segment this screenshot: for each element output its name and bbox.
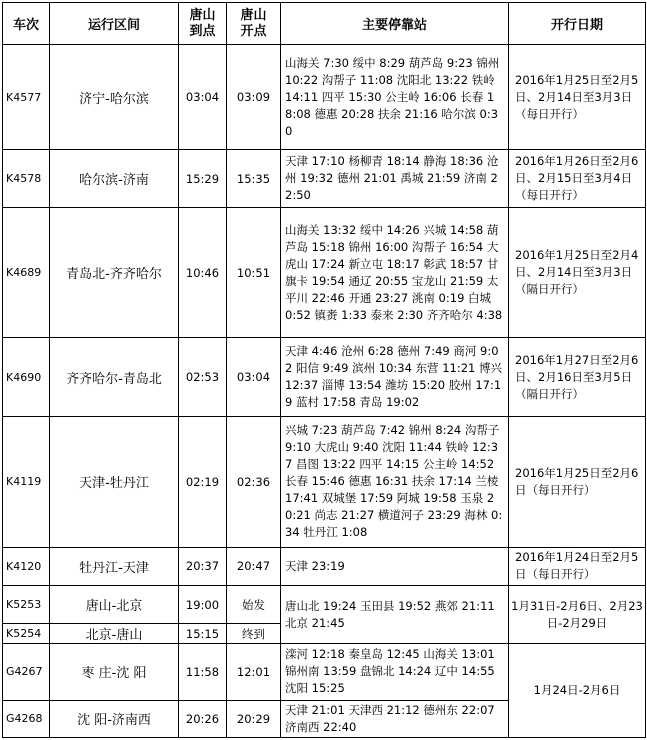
table-row bbox=[3, 547, 646, 585]
arrive-time: 10:46 bbox=[179, 208, 227, 338]
route: 济宁-哈尔滨 bbox=[50, 45, 179, 150]
depart-time: 10:51 bbox=[227, 208, 281, 338]
run-dates: 2016年1月27日至2月6日、2月16日至3月5日（隔日开行） bbox=[509, 338, 646, 417]
header-depart: 唐山 开点 bbox=[227, 3, 281, 45]
run-dates: 2016年1月25日至2月5日、2月14日至3月3日（每日开行） bbox=[509, 45, 646, 150]
run-dates: 1月24日-2月6日 bbox=[509, 644, 646, 738]
arrive-time: 02:53 bbox=[179, 338, 227, 417]
table-row bbox=[3, 585, 646, 623]
run-dates: 2016年1月25日至2月4日、2月14日至3月3日（隔日开行） bbox=[509, 208, 646, 338]
depart-time: 终到 bbox=[227, 624, 281, 644]
run-dates: 2016年1月24日至2月5日（每日开行） bbox=[509, 547, 646, 585]
route: 青岛北-齐齐哈尔 bbox=[50, 208, 179, 338]
header-row bbox=[3, 3, 646, 45]
stops: 兴城 7:23 葫芦岛 7:42 锦州 8:24 沟帮子 9:10 大虎山 9:40 沈阳 11:44 铁岭 12:37 昌图 13:22 四平 14:15 公主岭 14:52 长春 15:46 德惠 16:31 扶余 17:14 兰棱 17:41 双城堡 17:59 阿城 19:58 玉泉 20:21 尚志 21:27 横道河子 23:29 海林 0:34 牡丹江 1:08 bbox=[281, 416, 509, 547]
stops: 天津 23:19 bbox=[281, 547, 509, 585]
header-dates: 开行日期 bbox=[509, 3, 646, 45]
header-arrive: 唐山 到点 bbox=[179, 3, 227, 45]
table-row bbox=[3, 149, 646, 207]
train-no: K4120 bbox=[3, 547, 50, 585]
arrive-time: 11:58 bbox=[179, 644, 227, 700]
train-no: K4689 bbox=[3, 208, 50, 338]
arrive-time: 03:04 bbox=[179, 45, 227, 150]
stops: 唐山北 19:24 玉田县 19:52 燕郊 21:11 北京 21:45 bbox=[281, 585, 509, 643]
depart-time: 20:47 bbox=[227, 547, 281, 585]
train-no: K4578 bbox=[3, 149, 50, 207]
table-row bbox=[3, 416, 646, 547]
table-row bbox=[3, 644, 646, 700]
route: 沈 阳-济南西 bbox=[50, 700, 179, 737]
stops: 山海关 13:32 绥中 14:26 兴城 14:58 葫芦岛 15:18 锦州 16:00 沟帮子 16:54 大虎山 17:24 新立屯 18:17 彰武 18:57 甘旗卡 19:54 通辽 20:55 宝龙山 21:59 太平川 22:46 开通 23:27 洮南 0:19 白城 0:52 镇赉 1:33 泰来 2:30 齐齐哈尔 4:38 bbox=[281, 208, 509, 338]
header-train-no: 车次 bbox=[3, 3, 50, 45]
run-dates: 1月31日-2月6日、2月23日-2月29日 bbox=[509, 585, 646, 643]
route: 枣 庄-沈 阳 bbox=[50, 644, 179, 700]
depart-time: 03:04 bbox=[227, 338, 281, 417]
arrive-time: 20:26 bbox=[179, 700, 227, 737]
depart-time: 12:01 bbox=[227, 644, 281, 700]
arrive-time: 15:15 bbox=[179, 624, 227, 644]
train-no: K5254 bbox=[3, 624, 50, 644]
train-no: K4690 bbox=[3, 338, 50, 417]
route: 唐山-北京 bbox=[50, 585, 179, 623]
depart-time: 始发 bbox=[227, 585, 281, 623]
depart-time: 03:09 bbox=[227, 45, 281, 150]
run-dates: 2016年1月26日至2月6日、2月15日至3月4日（每日开行） bbox=[509, 149, 646, 207]
arrive-time: 19:00 bbox=[179, 585, 227, 623]
depart-time: 20:29 bbox=[227, 700, 281, 737]
run-dates: 2016年1月25日至2月6日（每日开行） bbox=[509, 416, 646, 547]
table-row bbox=[3, 208, 646, 338]
stops: 天津 17:10 杨柳青 18:14 静海 18:36 沧州 19:32 德州 21:01 禹城 21:59 济南 22:50 bbox=[281, 149, 509, 207]
table-row bbox=[3, 45, 646, 150]
arrive-time: 15:29 bbox=[179, 149, 227, 207]
arrive-time: 20:37 bbox=[179, 547, 227, 585]
depart-time: 02:36 bbox=[227, 416, 281, 547]
train-no: K5253 bbox=[3, 585, 50, 623]
route: 齐齐哈尔-青岛北 bbox=[50, 338, 179, 417]
table-row bbox=[3, 338, 646, 417]
train-no: G4268 bbox=[3, 700, 50, 737]
route: 哈尔滨-济南 bbox=[50, 149, 179, 207]
route: 北京-唐山 bbox=[50, 624, 179, 644]
train-no: K4577 bbox=[3, 45, 50, 150]
depart-time: 15:35 bbox=[227, 149, 281, 207]
header-route: 运行区间 bbox=[50, 3, 179, 45]
route: 牡丹江-天津 bbox=[50, 547, 179, 585]
train-no: K4119 bbox=[3, 416, 50, 547]
stops: 山海关 7:30 绥中 8:29 葫芦岛 9:23 锦州 10:22 沟帮子 11:08 沈阳北 13:22 铁岭 14:11 四平 15:30 公主岭 16:06 长春 18:08 德惠 20:28 扶余 21:16 哈尔滨 0:30 bbox=[281, 45, 509, 150]
arrive-time: 02:19 bbox=[179, 416, 227, 547]
stops: 天津 4:46 沧州 6:28 德州 7:49 商河 9:02 阳信 9:49 滨州 10:34 东营 11:21 博兴 12:37 淄博 13:54 潍坊 15:20 胶州 17:19 蓝村 17:58 青岛 19:02 bbox=[281, 338, 509, 417]
stops: 天津 21:01 天津西 21:12 德州东 22:07 济南西 22:40 bbox=[281, 700, 509, 737]
route: 天津-牡丹江 bbox=[50, 416, 179, 547]
train-schedule-table bbox=[2, 2, 646, 738]
header-stops: 主要停靠站 bbox=[281, 3, 509, 45]
train-no: G4267 bbox=[3, 644, 50, 700]
stops: 滦河 12:18 秦皇岛 12:45 山海关 13:01 锦州南 13:59 盘锦北 14:24 辽中 14:55 沈阳 15:25 bbox=[281, 644, 509, 700]
